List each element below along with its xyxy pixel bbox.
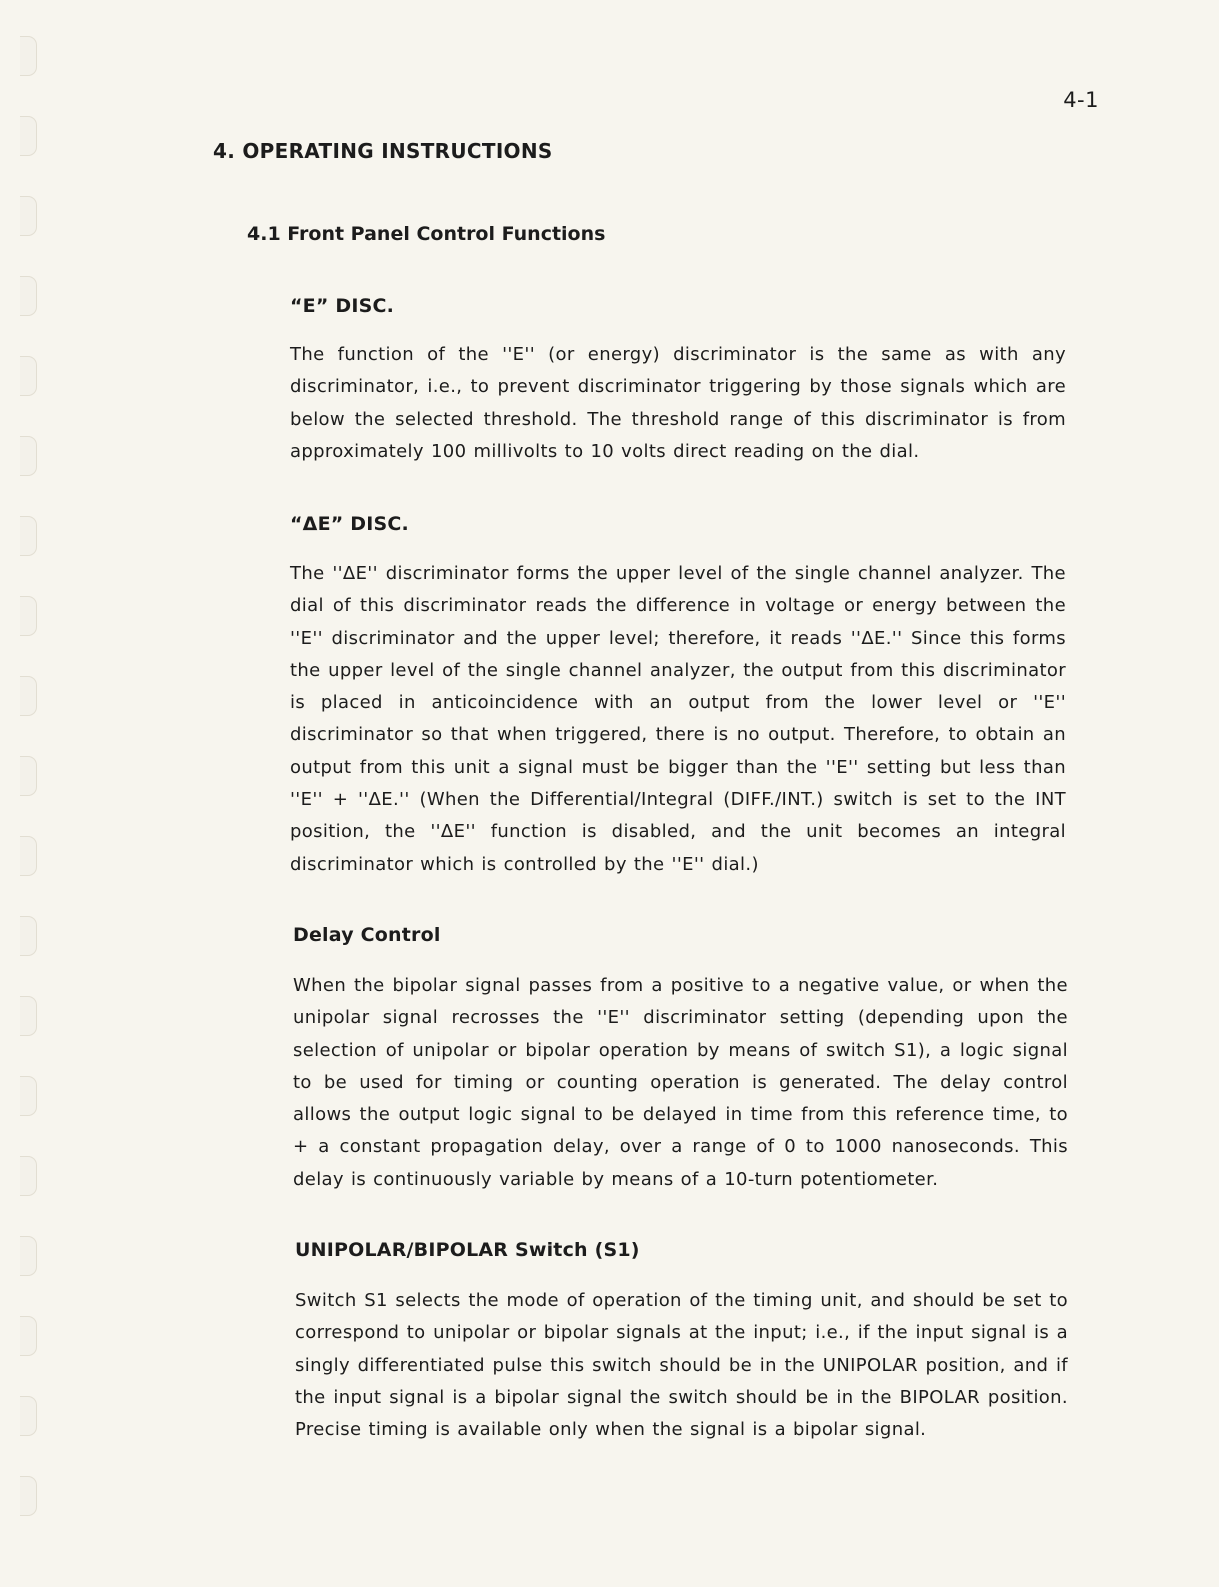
- binding-hole: [20, 916, 37, 956]
- delay-control-paragraph: When the bipolar signal passes from a positive to a negative value, or when the unipolar signal recrosses the ''E'' discriminator setting (depending upon the selection of unipolar or bipolar operation by means of switch S1), a logic signal to be used for timing or counting operation is generated. The delay control allows the output logic signal to be delayed in time from this reference time, to + a constant propagation delay, over a range of 0 to 1000 nanoseconds. This delay is continuously variable by means of a 10-turn potentiometer.: [293, 975, 1068, 1190]
- binding-hole: [20, 756, 37, 796]
- binding-holes: [0, 0, 48, 1587]
- binding-hole: [20, 516, 37, 556]
- unipolar-switch-paragraph: Switch S1 selects the mode of operation of the timing unit, and should be set to correspond to unipolar or bipolar signals at the input; i.e., if the input signal is a singly differentiated pulse this switch should be in the UNIPOLAR position, and if the input signal is a bipolar signal the switch should be in the BIPOLAR position. Precise timing is available only when the signal is a bipolar signal.: [295, 1290, 1068, 1441]
- binding-hole: [20, 1076, 37, 1116]
- chapter-title: 4. OPERATING INSTRUCTIONS: [213, 139, 553, 163]
- e-disc-paragraph: The function of the ''E'' (or energy) discriminator is the same as with any discriminator, i.e., to prevent discriminator triggering by those signals which are below the selected threshold. The threshold range of this discriminator is from approximately 100 millivolts to 10 volts direct reading on the dial.: [290, 344, 1066, 462]
- binding-hole: [20, 36, 37, 76]
- unipolar-switch-heading: UNIPOLAR/BIPOLAR Switch (S1): [295, 1239, 640, 1261]
- binding-hole: [20, 1476, 37, 1516]
- binding-hole: [20, 196, 37, 236]
- section-title: 4.1 Front Panel Control Functions: [247, 223, 606, 245]
- binding-hole: [20, 436, 37, 476]
- binding-hole: [20, 996, 37, 1036]
- binding-hole: [20, 1156, 37, 1196]
- delta-e-disc-heading: “ΔE” DISC.: [290, 513, 409, 535]
- delay-control-heading: Delay Control: [293, 924, 441, 946]
- binding-hole: [20, 836, 37, 876]
- binding-hole: [20, 116, 37, 156]
- binding-hole: [20, 276, 37, 316]
- binding-hole: [20, 356, 37, 396]
- page-number: 4-1: [1063, 88, 1099, 112]
- binding-hole: [20, 676, 37, 716]
- e-disc-heading: “E” DISC.: [290, 295, 395, 317]
- delta-e-disc-paragraph: The ''ΔE'' discriminator forms the upper level of the single channel analyzer. The dial of this discriminator reads the difference in voltage or energy between the ''E'' discriminator and the upper level; therefore, it reads ''ΔE.'' Since this forms the upper level of the single channel analyzer, the output from this discriminator is placed in anticoincidence with an output from the lower level or ''E'' discriminator so that when triggered, there is no output. Therefore, to obtain an output from this unit a signal must be bigger than the ''E'' setting but less than ''E'' + ''ΔE.'' (When the Differential/Integral (DIFF./INT.) switch is set to the INT position, the ''ΔE'' function is disabled, and the unit becomes an integral discriminator which is controlled by the ''E'' dial.): [290, 563, 1066, 875]
- binding-hole: [20, 1236, 37, 1276]
- binding-hole: [20, 596, 37, 636]
- binding-hole: [20, 1316, 37, 1356]
- binding-hole: [20, 1396, 37, 1436]
